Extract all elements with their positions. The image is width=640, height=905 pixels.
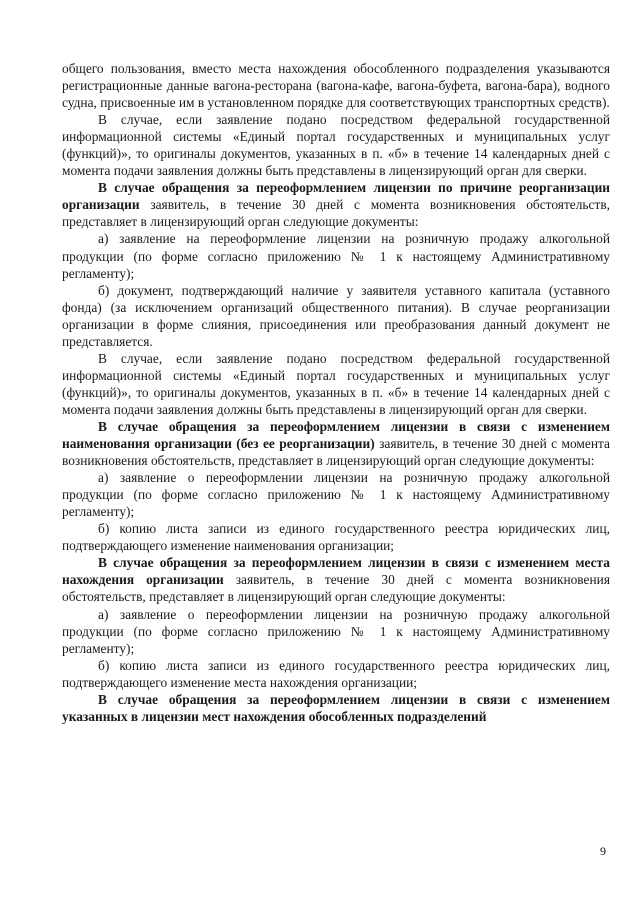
paragraph <box>62 60 610 111</box>
bold-lead-phrase: В случае обращения за переоформлением лицензии по причине реорганизации организации <box>62 180 610 213</box>
paragraph-text: заявитель, в течение 30 дней с момента возникновения обстоятельств, представляет в лицензирующий орган следующие документы: <box>62 197 610 230</box>
paragraph-text: а) заявление на переоформление лицензии на розничную продажу алкогольной продукции (по форме согласно приложению № 1 к настоящему Административному регламенту); <box>62 231 610 281</box>
paragraph <box>62 179 610 230</box>
bold-lead-phrase: В случае обращения за переоформлением лицензии в связи с изменением наименования организации (без ее реорганизации) <box>62 418 610 452</box>
paragraph <box>62 230 610 281</box>
paragraph <box>62 691 610 725</box>
paragraph-text: общего пользования, вместо места нахождения обособленного подразделения указываются регистрационные данные вагона-ресторана (вагона-кафе, вагона-буфета, вагона-бара), водного судна, присвоенные им в установленном порядке для соответствующих транспортных средств). <box>62 61 610 111</box>
paragraph-text: В случае, если заявление подано посредством федеральной государственной информационной системы «Единый портал государственных и муниципальных услуг (функций)», то оригиналы документов, указанных в п. «б» в течение 14 календарных дней с момента подачи заявления должны быть представлены в лицензирующий орган для сверки. <box>62 112 610 179</box>
paragraph-text: В случае, если заявление подано посредством федеральной государственной информационной системы «Единый портал государственных и муниципальных услуг (функций)», то оригиналы документов, указанных в п. «б» в течение 14 календарных дней с момента подачи заявления должны быть представлены в лицензирующий орган для сверки. <box>62 350 610 417</box>
paragraph-text: б) документ, подтверждающий наличие у заявителя уставного капитала (уставного фонда) (за исключением организаций общественного питания). В случае реорганизации организации в форме слияния, присоединения или преобразования данный документ не представляется. <box>62 282 610 349</box>
bold-lead-phrase: В случае обращения за переоформлением лицензии в связи с изменением места нахождения организации <box>62 555 610 588</box>
paragraph <box>62 657 610 691</box>
paragraph <box>62 554 610 605</box>
paragraph-text: б) копию листа записи из единого государственного реестра юридических лиц, подтверждающего изменение места нахождения организации; <box>62 657 610 690</box>
paragraph-text: а) заявление о переоформлении лицензии на розничную продажу алкогольной продукции (по форме согласно приложению № 1 к настоящему Административному регламенту); <box>62 606 610 656</box>
paragraph <box>62 520 610 554</box>
body-text <box>62 60 610 725</box>
paragraph-text: заявитель, в течение 30 дней с момента возникновения обстоятельств, представляет в лицензирующий орган следующие документы: <box>62 572 610 605</box>
paragraph-text: заявитель, в течение 30 дней с момента возникновения обстоятельств, представляет в лицензирующий орган следующие документы: <box>62 436 610 469</box>
paragraph <box>62 282 610 350</box>
paragraph-text: а) заявление о переоформлении лицензии на розничную продажу алкогольной продукции (по форме согласно приложению № 1 к настоящему Административному регламенту); <box>62 470 610 520</box>
paragraph <box>62 350 610 418</box>
page-number: 9 <box>600 844 606 858</box>
paragraph <box>62 418 610 469</box>
paragraph <box>62 606 610 657</box>
bold-lead-phrase: В случае обращения за переоформлением лицензии в связи с изменением указанных в лицензии мест нахождения обособленных подразделений <box>62 691 610 724</box>
paragraph-text: б) копию листа записи из единого государственного реестра юридических лиц, подтверждающего изменение наименования организации; <box>62 521 610 554</box>
paragraph <box>62 469 610 520</box>
paragraph <box>62 111 610 179</box>
